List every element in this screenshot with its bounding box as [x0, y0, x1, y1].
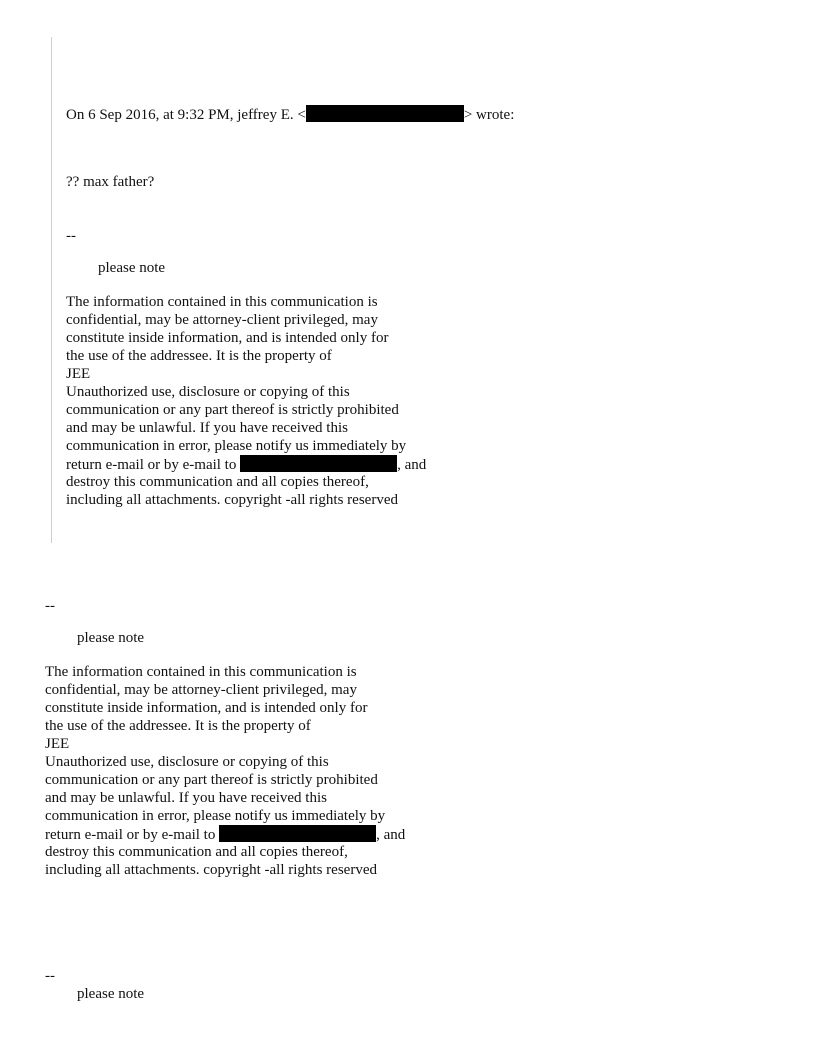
disclaimer-line: JEE — [66, 366, 91, 382]
quoted-disclaimer — [66, 293, 426, 509]
email-line-prefix: return e-mail or by e-mail to — [45, 827, 220, 843]
footer-sig-dash: -- — [45, 968, 55, 984]
disclaimer-line: The information contained in this communication is — [45, 664, 357, 680]
quoted-header-prefix: On 6 Sep 2016, at 9:32 PM, jeffrey E. < — [66, 107, 306, 123]
disclaimer-line: constitute inside information, and is intended only for — [45, 700, 368, 716]
disclaimer-line: destroy this communication and all copies thereof, — [45, 844, 348, 860]
disclaimer-line: communication in error, please notify us immediately by — [66, 438, 407, 454]
disclaimer-line: destroy this communication and all copies thereof, — [66, 474, 369, 490]
disclaimer-line: Unauthorized use, disclosure or copying of this — [66, 384, 350, 400]
disclaimer-line: communication or any part thereof is strictly prohibited — [45, 772, 378, 788]
quoted-sig-dash: -- — [66, 228, 76, 244]
redacted-email-box — [306, 105, 464, 122]
email-line-suffix: , and — [376, 827, 406, 843]
disclaimer-line: Unauthorized use, disclosure or copying of this — [45, 754, 329, 770]
disclaimer-line: confidential, may be attorney-client privileged, may — [45, 682, 357, 698]
redacted-email-box — [219, 825, 376, 842]
disclaimer-line: and may be unlawful. If you have received this — [66, 420, 348, 436]
quote-bar — [51, 37, 52, 543]
disclaimer-email-line — [66, 455, 426, 473]
disclaimer-line: communication or any part thereof is strictly prohibited — [66, 402, 399, 418]
quoted-please-note: please note — [98, 260, 166, 276]
email-line-prefix: return e-mail or by e-mail to — [66, 457, 241, 473]
disclaimer-line: the use of the addressee. It is the property of — [45, 718, 311, 734]
disclaimer-line: including all attachments. copyright -all rights reserved — [66, 492, 398, 508]
disclaimer-line: constitute inside information, and is intended only for — [66, 330, 389, 346]
disclaimer-line: communication in error, please notify us immediately by — [45, 808, 386, 824]
disclaimer-line: The information contained in this communication is — [66, 294, 378, 310]
email-line-suffix: , and — [397, 457, 427, 473]
outer-sig-dash: -- — [45, 598, 55, 614]
footer-please-note: please note — [77, 986, 145, 1002]
quoted-header-suffix: > wrote: — [463, 107, 515, 123]
disclaimer-line: and may be unlawful. If you have received this — [45, 790, 327, 806]
disclaimer-line: JEE — [45, 736, 70, 752]
disclaimer-line: the use of the addressee. It is the property of — [66, 348, 332, 364]
disclaimer-email-line — [45, 825, 405, 843]
redacted-email-box — [240, 455, 397, 472]
disclaimer-line: confidential, may be attorney-client privileged, may — [66, 312, 378, 328]
disclaimer-line: including all attachments. copyright -all rights reserved — [45, 862, 377, 878]
outer-disclaimer — [45, 663, 405, 879]
quoted-message-text: ?? max father? — [66, 174, 155, 190]
outer-please-note: please note — [77, 630, 145, 646]
quoted-header — [66, 105, 514, 124]
